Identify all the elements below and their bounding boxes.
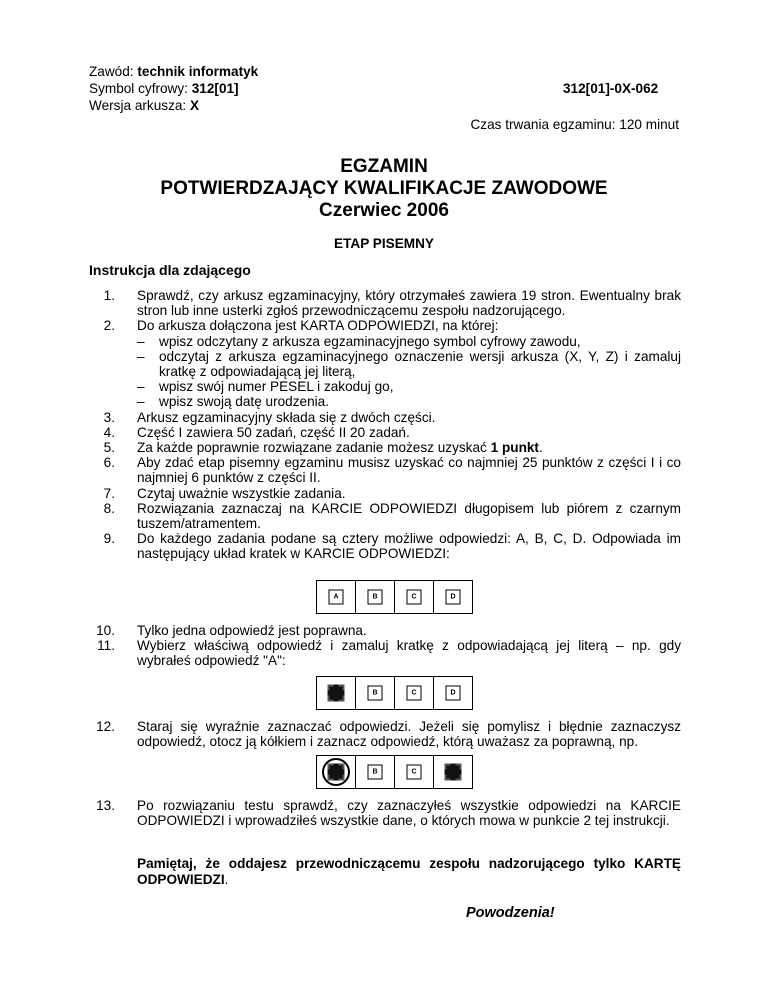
answer-cell-a-circled bbox=[316, 755, 356, 789]
answer-label-b: B bbox=[368, 765, 383, 780]
list-item bbox=[89, 486, 681, 501]
answer-label-a: A bbox=[329, 590, 344, 605]
answer-label-b: B bbox=[368, 686, 383, 701]
version-line bbox=[89, 97, 199, 114]
item-number: 1. bbox=[103, 288, 115, 303]
list-item bbox=[89, 440, 681, 455]
instructions-list bbox=[89, 288, 681, 562]
symbol-line bbox=[89, 80, 239, 97]
item-text: Arkusz egzaminacyjny składa się z dwóch części. bbox=[137, 409, 436, 425]
filled-mark bbox=[445, 764, 462, 781]
instructions-heading: Instrukcja dla zdającego bbox=[89, 262, 251, 278]
item-text: Za każde poprawnie rozwiązane zadanie możesz uzyskać 1 punkt. bbox=[137, 440, 543, 456]
item-number: 6. bbox=[103, 455, 115, 471]
item-number: 2. bbox=[103, 318, 115, 334]
answer-cell-d bbox=[433, 580, 473, 614]
list-item bbox=[89, 410, 681, 425]
dash: – bbox=[137, 348, 145, 364]
list-item bbox=[89, 318, 681, 333]
title-line-1: EGZAMIN bbox=[340, 156, 428, 177]
answer-label-d: D bbox=[446, 686, 461, 701]
instructions-list-4 bbox=[89, 798, 681, 828]
item-text: Tylko jedna odpowiedź jest poprawna. bbox=[137, 623, 367, 638]
list-item bbox=[89, 455, 681, 485]
sheet-code: 312[01]-0X-062 bbox=[563, 81, 659, 96]
item-text: Po rozwiązaniu testu sprawdź, czy zaznaczyłeś wszystkie odpowiedzi na KARCIE ODPOWIEDZI i wprowadziłeś wszystkie dane, o których mowa w punkcie 2 tej instrukcji. bbox=[137, 798, 681, 829]
profession-line bbox=[89, 63, 258, 80]
list-item bbox=[89, 531, 681, 561]
reminder-note: Pamiętaj, że oddajesz przewodniczącemu zespołu nadzorującego tylko KARTĘ ODPOWIEDZI. bbox=[137, 856, 681, 887]
symbol-label: Symbol cyfrowy: bbox=[89, 81, 188, 96]
list-item bbox=[89, 288, 681, 318]
dash: – bbox=[137, 379, 145, 395]
item-number: 7. bbox=[103, 485, 115, 501]
answer-cell-c bbox=[394, 676, 434, 710]
answer-cell-c bbox=[394, 580, 434, 614]
correction-circle bbox=[322, 758, 350, 786]
points-value: 1 punkt bbox=[490, 440, 539, 456]
answer-cell-a bbox=[316, 580, 356, 614]
answer-cell-c bbox=[394, 755, 434, 789]
answer-label-c: C bbox=[407, 590, 422, 605]
profession-value: technik informatyk bbox=[137, 64, 259, 79]
item-text: Do arkusza dołączona jest KARTA ODPOWIEDZI, na której: bbox=[137, 318, 499, 334]
symbol-value: 312[01] bbox=[191, 81, 239, 96]
answer-boxes-correction-example bbox=[316, 755, 472, 789]
answer-cell-d-filled bbox=[433, 755, 473, 789]
sub-item: – wpisz odczytany z arkusza egzaminacyjnego symbol cyfrowy zawodu, bbox=[137, 333, 581, 349]
list-item bbox=[89, 623, 681, 638]
list-item bbox=[89, 501, 681, 531]
item-number: 10. bbox=[96, 623, 115, 638]
item-number: 12. bbox=[96, 719, 115, 734]
answer-label-b: B bbox=[368, 590, 383, 605]
item-text: Aby zdać etap pisemny egzaminu musisz uzyskać co najmniej 25 punktów z części I i co najmniej 6 punktów z części II. bbox=[137, 455, 681, 486]
item-number: 4. bbox=[103, 424, 115, 440]
answer-cell-b bbox=[355, 580, 395, 614]
good-luck: Powodzenia! bbox=[466, 905, 555, 921]
item-text: Część I zawiera 50 zadań, część II 20 zadań. bbox=[137, 424, 410, 440]
answer-cell-b bbox=[355, 755, 395, 789]
item-number: 11. bbox=[97, 638, 115, 654]
item-number: 5. bbox=[103, 440, 115, 456]
profession-label: Zawód: bbox=[89, 64, 134, 79]
answer-label-c: C bbox=[407, 686, 422, 701]
sub-item: – wpisz swój numer PESEL i zakoduj go, bbox=[137, 379, 394, 395]
item-number: 13. bbox=[96, 798, 115, 813]
answer-boxes-example bbox=[316, 580, 472, 614]
answer-cell-d bbox=[433, 676, 473, 710]
item-text: Rozwiązania zaznaczaj na KARCIE ODPOWIEDZI długopisem lub piórem z czarnym tuszem/atramentem. bbox=[137, 500, 681, 532]
answer-boxes-filled-example bbox=[316, 676, 472, 710]
answer-cell-a-filled bbox=[316, 676, 356, 710]
instructions-list-2 bbox=[89, 623, 681, 669]
item-text: Do każdego zadania podane są cztery możliwe odpowiedzi: A, B, C, D. Odpowiada im następujący układ kratek w KARCIE ODPOWIEDZI: bbox=[137, 531, 681, 562]
instructions-list-3 bbox=[89, 719, 681, 749]
version-label: Wersja arkusza: bbox=[89, 98, 187, 113]
answer-label-d: D bbox=[446, 590, 461, 605]
dash: – bbox=[137, 394, 145, 410]
list-item bbox=[89, 638, 681, 668]
answer-label-c: C bbox=[407, 765, 422, 780]
list-item bbox=[89, 719, 681, 749]
item-text: Wybierz właściwą odpowiedź i zamaluj kratkę z odpowiadającą jej literą – np. gdy wybrałeś odpowiedź "A": bbox=[137, 638, 681, 669]
item-text: Czytaj uważnie wszystkie zadania. bbox=[137, 485, 346, 501]
title-line-2: POTWIERDZAJĄCY KWALIFIKACJE ZAWODOWE bbox=[160, 178, 608, 199]
item-text: Staraj się wyraźnie zaznaczać odpowiedzi. Jeżeli się pomylisz i błędnie zaznaczysz odpowiedź, otocz ją kółkiem i zaznacz odpowiedź, którą uważasz za poprawną, np. bbox=[137, 719, 681, 750]
item-number: 9. bbox=[103, 531, 115, 547]
filled-mark bbox=[328, 685, 345, 702]
item-text: Sprawdź, czy arkusz egzaminacyjny, który otrzymałeś zawiera 19 stron. Ewentualny brak stron lub inne usterki zgłoś przewodniczącemu zespołu nadzorującego. bbox=[137, 288, 681, 319]
stage-label: ETAP PISEMNY bbox=[334, 236, 434, 251]
item-number: 8. bbox=[103, 500, 115, 516]
list-item bbox=[89, 798, 681, 828]
list-item bbox=[89, 425, 681, 440]
answer-cell-b bbox=[355, 676, 395, 710]
exam-duration: Czas trwania egzaminu: 120 minut bbox=[470, 117, 679, 132]
version-value: X bbox=[189, 98, 200, 113]
dash: – bbox=[137, 333, 145, 349]
title-line-3: Czerwiec 2006 bbox=[319, 200, 449, 221]
item-number: 3. bbox=[103, 409, 115, 425]
sub-item: – wpisz swoją datę urodzenia. bbox=[137, 394, 330, 410]
sub-item: – odczytaj z arkusza egzaminacyjnego oznaczenie wersji arkusza (X, Y, Z) i zamaluj kratkę z odpowiadającą jej literą, bbox=[137, 348, 681, 380]
